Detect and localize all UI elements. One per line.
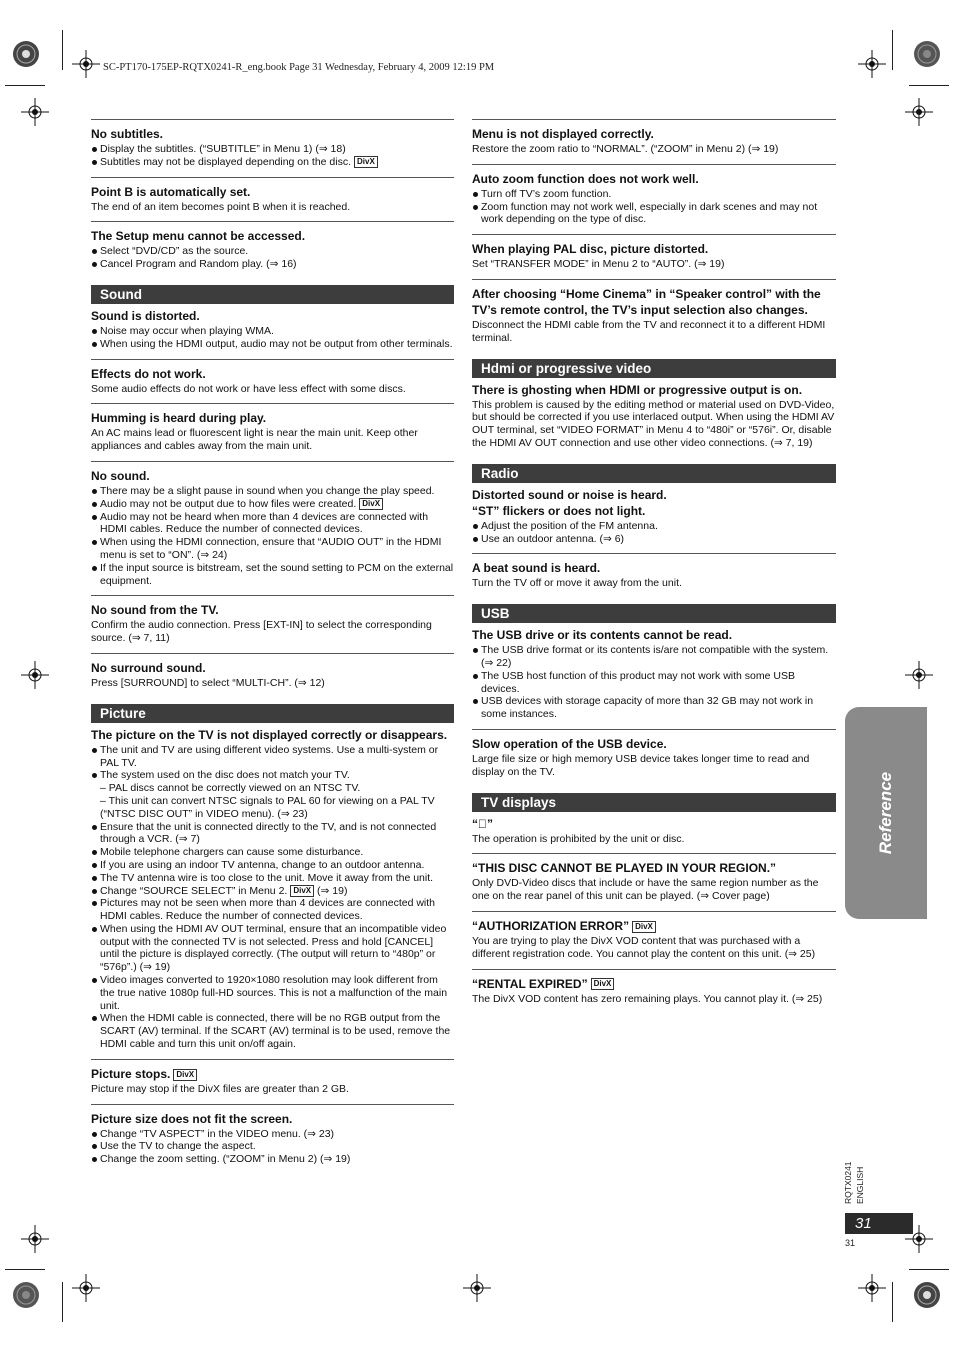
- trouble-item-sound-distorted: [91, 306, 454, 359]
- trouble-item-rental-expired: [472, 969, 836, 1014]
- section-header-picture: Picture: [91, 704, 454, 723]
- item-title: Picture stops. DivX: [91, 1066, 454, 1082]
- bullet-item: When the HDMI cable is connected, there will be no RGB output from the SCART (AV) terminal. If the SCART (AV) terminal is to be used, remove the HDMI cable and turn this unit on/off again.: [91, 1012, 454, 1050]
- item-title: Point B is automatically set.: [91, 184, 251, 199]
- trouble-item-picture-incorrect: [91, 725, 454, 1059]
- bullet-item: When using the HDMI AV OUT terminal, ensure that an incompatible video output with the connected TV is not selected. Press and hold [CANCEL] until the picture is displayed correctly. (The output will return to “480p” or “576p”.) (⇒ 19): [91, 923, 454, 974]
- item-text: Restore the zoom ratio to “NORMAL”. (“ZOOM” in Menu 2) (⇒ 19): [472, 143, 779, 155]
- item-title: The USB drive or its contents cannot be read.: [472, 628, 733, 643]
- item-text: Set “TRANSFER MODE” in Menu 2 to “AUTO”. (⇒ 19): [472, 258, 725, 271]
- item-title: Menu is not displayed correctly.: [472, 127, 654, 141]
- crosshair-icon: [72, 1274, 100, 1302]
- item-title: When playing PAL disc, picture distorted.: [472, 242, 709, 257]
- item-title: Effects do not work.: [91, 366, 206, 381]
- side-code: [841, 1158, 871, 1208]
- crop-mark: [909, 85, 949, 86]
- divx-tag: DivX: [173, 1069, 197, 1081]
- item-title: “ST” flickers or does not light.: [472, 503, 646, 518]
- trouble-item-ghosting: [472, 380, 836, 458]
- trouble-item-home-cinema: [472, 279, 836, 353]
- divx-tag: DivX: [290, 885, 314, 897]
- item-title: No subtitles.: [91, 127, 164, 141]
- section-header-usb: USB: [472, 604, 836, 623]
- bullet-item: There may be a slight pause in sound when you change the play speed.: [91, 485, 454, 498]
- trouble-item-prohibited: [472, 814, 836, 854]
- item-text: The operation is prohibited by the unit or disc.: [472, 832, 685, 845]
- crosshair-icon: [21, 661, 49, 689]
- item-text: You are trying to play the DivX VOD content that was purchased with a different registration code. You cannot play the content on this unit. (⇒ 25): [472, 934, 816, 960]
- divx-tag: DivX: [359, 498, 383, 510]
- bullet-item: Ensure that the unit is connected directly to the TV, and is not connected through a VCR. (⇒ 7): [91, 821, 454, 847]
- crop-mark: [5, 1269, 45, 1270]
- page-number-small: 31: [845, 1238, 856, 1248]
- item-title: “AUTHORIZATION ERROR” DivX: [472, 918, 836, 934]
- crop-mark: [892, 1282, 893, 1322]
- bullet-item: Adjust the position of the FM antenna.: [472, 520, 836, 533]
- bullet-list: [91, 325, 454, 351]
- trouble-item-no-surround: [91, 653, 454, 698]
- item-text: The end of an item becomes point B when it is reached.: [91, 200, 351, 213]
- section-header-radio: Radio: [472, 464, 836, 483]
- trouble-item-region: [472, 853, 836, 911]
- item-title: Slow operation of the USB device.: [472, 736, 667, 751]
- item-text: Large file size or high memory USB device takes longer time to read and display on the TV.: [472, 752, 810, 778]
- trouble-item-menu-display: [472, 119, 836, 164]
- item-text: This problem is caused by the editing method or material used on DVD-Video, but should be corrected if you use interlaced output. When using the HDMI AV OUT terminal, set “VIDEO FORMAT” in Menu 4 to “480i” or “576i”. Or, disable the HDMI AV OUT connection and use other video connections. (⇒ 7, 19): [472, 398, 835, 449]
- item-title: No sound from the TV.: [91, 603, 219, 618]
- bullet-item: The USB host function of this product may not work with some USB devices.: [472, 670, 836, 696]
- reference-tab: [845, 707, 927, 919]
- trouble-item-no-subtitles: [91, 119, 454, 177]
- item-title: “THIS DISC CANNOT BE PLAYED IN YOUR REGION.”: [472, 861, 777, 876]
- trouble-item-auto-zoom: [472, 164, 836, 234]
- section-header-hdmi: Hdmi or progressive video: [472, 359, 836, 378]
- item-title: A beat sound is heard.: [472, 561, 601, 576]
- item-text: The DivX VOD content has zero remaining plays. You cannot play it. (⇒ 25): [472, 992, 823, 1005]
- item-title: The picture on the TV is not displayed correctly or disappears.: [91, 727, 448, 742]
- item-text: Some audio effects do not work or have less effect with some discs.: [91, 382, 406, 395]
- registration-disc-icon: [913, 40, 941, 68]
- crosshair-icon: [905, 98, 933, 126]
- item-text: Only DVD-Video discs that include or have the same region number as the one on the rear panel of this unit can be played. (⇒ Cover page): [472, 877, 819, 903]
- bullet-item: Change “SOURCE SELECT” in Menu 2. DivX (⇒ 19): [91, 885, 454, 898]
- bullet-list: [91, 485, 454, 587]
- bullet-list: [91, 245, 454, 271]
- item-text: Picture may stop if the DivX files are greater than 2 GB.: [91, 1082, 349, 1095]
- bullet-item: If the input source is bitstream, set the sound setting to PCM on the external equipment.: [91, 562, 454, 588]
- bullet-item: Use the TV to change the aspect.: [91, 1140, 454, 1153]
- crosshair-icon: [858, 1274, 886, 1302]
- trouble-item-authorization: [472, 911, 836, 969]
- bullet-item: The USB drive format or its contents is/are not compatible with the system. (⇒ 22): [472, 644, 836, 670]
- file-info-header: SC-PT170-175EP-RQTX0241-R_eng.book Page 31 Wednesday, February 4, 2009 12:19 PM: [103, 62, 495, 73]
- bullet-list: [91, 744, 454, 1051]
- item-title: The Setup menu cannot be accessed.: [91, 229, 306, 244]
- item-text: Press [SURROUND] to select “MULTI-CH”. (⇒ 12): [91, 676, 325, 689]
- bullet-item: Turn off TV’s zoom function.: [472, 188, 836, 201]
- crop-mark: [62, 30, 63, 70]
- left-column: [91, 119, 454, 1174]
- bullet-item: The unit and TV are using different video systems. Use a multi-system or PAL TV.: [91, 744, 454, 770]
- bullet-item: The TV antenna wire is too close to the unit. Move it away from the unit.: [91, 872, 454, 885]
- crop-mark: [909, 1269, 949, 1270]
- trouble-item-setup-menu: [91, 221, 454, 279]
- bullet-item: USB devices with storage capacity of more than 32 GB may not work in some instances.: [472, 695, 836, 721]
- section-header-sound: Sound: [91, 285, 454, 304]
- crosshair-icon: [72, 50, 100, 78]
- trouble-item-no-sound: [91, 461, 454, 595]
- bullet-item: When using the HDMI connection, ensure that “AUDIO OUT” in the HDMI menu is set to “ON”. (⇒ 24): [91, 536, 454, 562]
- crosshair-icon: [463, 1274, 491, 1302]
- bullet-list: [91, 1128, 454, 1166]
- bullet-item: When using the HDMI output, audio may not be output from other terminals.: [91, 338, 454, 351]
- item-text: An AC mains lead or fluorescent light is near the main unit. Keep other appliances and cables away from the main unit.: [91, 427, 418, 453]
- trouble-item-radio-noise: [472, 485, 836, 554]
- bullet-item: Cancel Program and Random play. (⇒ 16): [91, 258, 454, 271]
- page-number: 31: [845, 1213, 913, 1234]
- dash-item: – PAL discs cannot be correctly viewed on an NTSC TV.: [100, 782, 361, 795]
- bullet-item: Change the zoom setting. (“ZOOM” in Menu 2) (⇒ 19): [91, 1153, 454, 1166]
- bullet-item: Audio may not be heard when more than 4 devices are connected with HDMI cables. Reduce the number of connected devices.: [91, 511, 454, 537]
- registration-disc-icon: [12, 40, 40, 68]
- item-title: No surround sound.: [91, 660, 206, 675]
- bullet-list: [91, 143, 454, 169]
- bullet-item: Display the subtitles. (“SUBTITLE” in Menu 1) (⇒ 18): [91, 143, 454, 156]
- bullet-item: Mobile telephone chargers can cause some disturbance.: [91, 846, 454, 859]
- item-title: Sound is distorted.: [91, 308, 200, 323]
- bullet-item: If you are using an indoor TV antenna, change to an outdoor antenna.: [91, 859, 454, 872]
- trouble-item-picture-stops: [91, 1059, 454, 1104]
- trouble-item-point-b: [91, 177, 454, 222]
- registration-disc-icon: [12, 1281, 40, 1309]
- item-title: There is ghosting when HDMI or progressive output is on.: [472, 382, 803, 397]
- bullet-item: Zoom function may not work well, especially in dark scenes and may not work depending on the type of disc.: [472, 201, 836, 227]
- crosshair-icon: [21, 1225, 49, 1253]
- bullet-list: [472, 644, 836, 721]
- bullet-item: Pictures may not be seen when more than 4 devices are connected with HDMI cables. Reduce the number of connected devices.: [91, 897, 454, 923]
- bullet-item: Change “TV ASPECT” in the VIDEO menu. (⇒ 23): [91, 1128, 454, 1141]
- item-text: Confirm the audio connection. Press [EXT-IN] to select the corresponding source. (⇒ 7, 11): [91, 619, 432, 645]
- bullet-list: [472, 520, 836, 546]
- item-text: Disconnect the HDMI cable from the TV and reconnect it to a different HDMI terminal.: [472, 318, 826, 344]
- trouble-item-picture-size: [91, 1104, 454, 1174]
- bullet-item: Use an outdoor antenna. (⇒ 6): [472, 533, 836, 546]
- item-text: Turn the TV off or move it away from the unit.: [472, 577, 682, 590]
- item-title: Auto zoom function does not work well.: [472, 171, 699, 186]
- crosshair-icon: [21, 98, 49, 126]
- divx-tag: DivX: [354, 156, 378, 168]
- bullet-item: Select “DVD/CD” as the source.: [91, 245, 454, 258]
- crosshair-icon: [858, 50, 886, 78]
- divx-tag: DivX: [632, 921, 656, 933]
- item-title: Humming is heard during play.: [91, 411, 267, 426]
- trouble-item-pal-distorted: [472, 234, 836, 279]
- item-title: “RENTAL EXPIRED” DivX: [472, 976, 836, 992]
- bullet-item: Noise may occur when playing WMA.: [91, 325, 454, 338]
- prohibited-icon: “⃠”: [472, 816, 493, 831]
- bullet-item: Video images converted to 1920×1080 resolution may look different from the true native 1080p full-HD sources. This is not a malfunction of the main unit.: [91, 974, 454, 1012]
- trouble-item-no-sound-tv: [91, 595, 454, 653]
- trouble-item-usb-read: [472, 625, 836, 729]
- registration-disc-icon: [913, 1281, 941, 1309]
- bullet-item: Subtitles may not be displayed depending on the disc. DivX: [91, 156, 454, 169]
- crop-mark: [892, 30, 893, 70]
- divx-tag: DivX: [591, 978, 615, 990]
- item-title: Distorted sound or noise is heard.: [472, 487, 667, 502]
- dash-item: – This unit can convert NTSC signals to PAL 60 for viewing on a PAL TV (“NTSC DISC OUT” in VIDEO menu). (⇒ 23): [100, 794, 435, 820]
- trouble-item-beat-sound: [472, 553, 836, 598]
- model-code: RQTX0241: [843, 1161, 853, 1204]
- item-title: After choosing “Home Cinema” in “Speaker control” with the TV’s remote control, the TV’s input selection also changes.: [472, 286, 821, 317]
- right-column: [472, 119, 836, 1013]
- item-title: Picture size does not fit the screen.: [91, 1111, 293, 1126]
- trouble-item-effects: [91, 359, 454, 404]
- trouble-item-humming: [91, 403, 454, 461]
- crop-mark: [62, 1282, 63, 1322]
- item-title: No sound.: [91, 468, 150, 483]
- reference-label: Reference: [876, 771, 895, 855]
- crop-mark: [5, 85, 45, 86]
- language-label: ENGLISH: [855, 1166, 865, 1204]
- section-header-tv-displays: TV displays: [472, 793, 836, 812]
- bullet-list: [472, 188, 836, 226]
- bullet-item: Audio may not be output due to how files were created. DivX: [91, 498, 454, 511]
- trouble-item-usb-slow: [472, 729, 836, 787]
- bullet-item: The system used on the disc does not match your TV.: [91, 769, 454, 782]
- crosshair-icon: [905, 661, 933, 689]
